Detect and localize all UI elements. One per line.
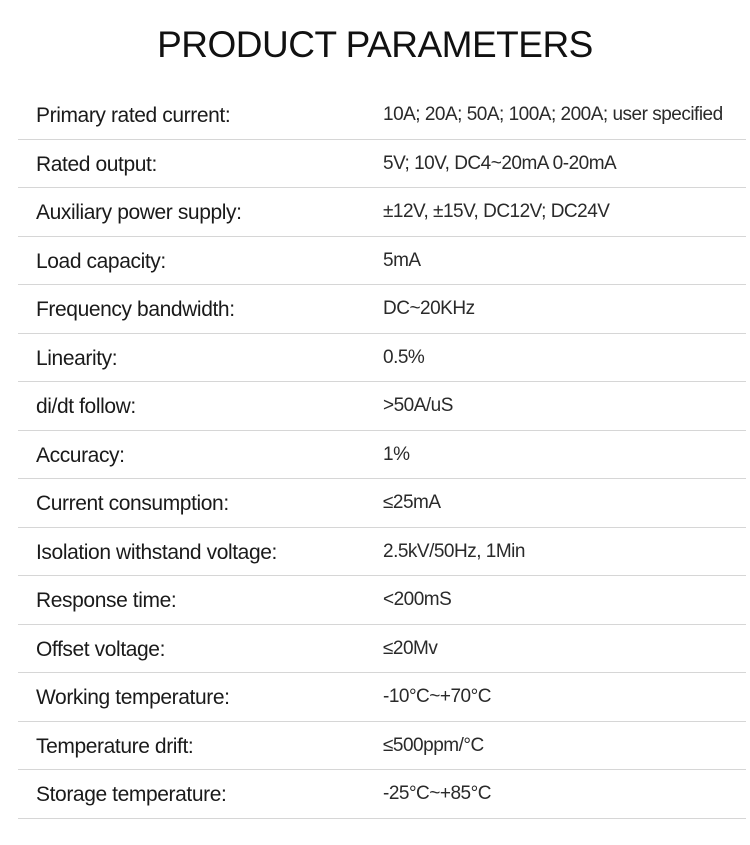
table-row — [18, 334, 746, 383]
table-row — [18, 140, 746, 189]
param-value: 2.5kV/50Hz, 1Min — [383, 540, 525, 562]
param-value: ≤20Mv — [383, 637, 438, 659]
table-row — [18, 722, 746, 771]
param-value: -10°C~+70°C — [383, 686, 491, 707]
param-value: 10A; 20A; 50A; 100A; 200A; user specified — [383, 104, 723, 125]
param-label: Storage temperature: — [36, 783, 227, 806]
param-label: Auxiliary power supply: — [36, 201, 242, 224]
param-value: 1% — [383, 443, 410, 465]
param-value: 5mA — [383, 249, 421, 271]
param-label: Linearity: — [36, 346, 118, 370]
table-row — [18, 528, 746, 577]
param-value: <200mS — [383, 589, 452, 610]
param-label: Offset voltage: — [36, 637, 166, 661]
table-row — [18, 770, 746, 819]
param-label: Rated output: — [36, 152, 157, 176]
table-row — [18, 625, 746, 674]
table-row — [18, 285, 746, 334]
param-value: 5V; 10V, DC4~20mA 0-20mA — [383, 152, 617, 174]
param-label: Working temperature: — [36, 686, 230, 709]
param-value: DC~20KHz — [383, 298, 475, 319]
table-row — [18, 673, 746, 722]
param-label: Load capacity: — [36, 249, 166, 273]
param-label: Accuracy: — [36, 443, 125, 467]
param-value: >50A/uS — [383, 395, 453, 416]
table-row — [18, 188, 746, 237]
param-label: Current consumption: — [36, 492, 229, 515]
table-row — [18, 237, 746, 286]
table-row — [18, 576, 746, 625]
page-title: PRODUCT PARAMETERS — [157, 24, 593, 65]
param-label: Frequency bandwidth: — [36, 298, 235, 321]
param-value: 0.5% — [383, 346, 425, 368]
table-row — [18, 431, 746, 480]
param-label: Response time: — [36, 589, 177, 612]
param-value: -25°C~+85°C — [383, 783, 491, 804]
param-value: ≤500ppm/°C — [383, 734, 484, 756]
param-label: Temperature drift: — [36, 734, 194, 758]
table-row — [18, 479, 746, 528]
param-label: Primary rated current: — [36, 104, 231, 127]
table-row — [18, 382, 746, 431]
parameters-table — [18, 91, 746, 819]
table-row — [18, 91, 746, 140]
param-label: di/dt follow: — [36, 395, 136, 418]
param-label: Isolation withstand voltage: — [36, 540, 277, 564]
param-value: ≤25mA — [383, 492, 441, 513]
param-value: ±12V, ±15V, DC12V; DC24V — [383, 201, 610, 222]
